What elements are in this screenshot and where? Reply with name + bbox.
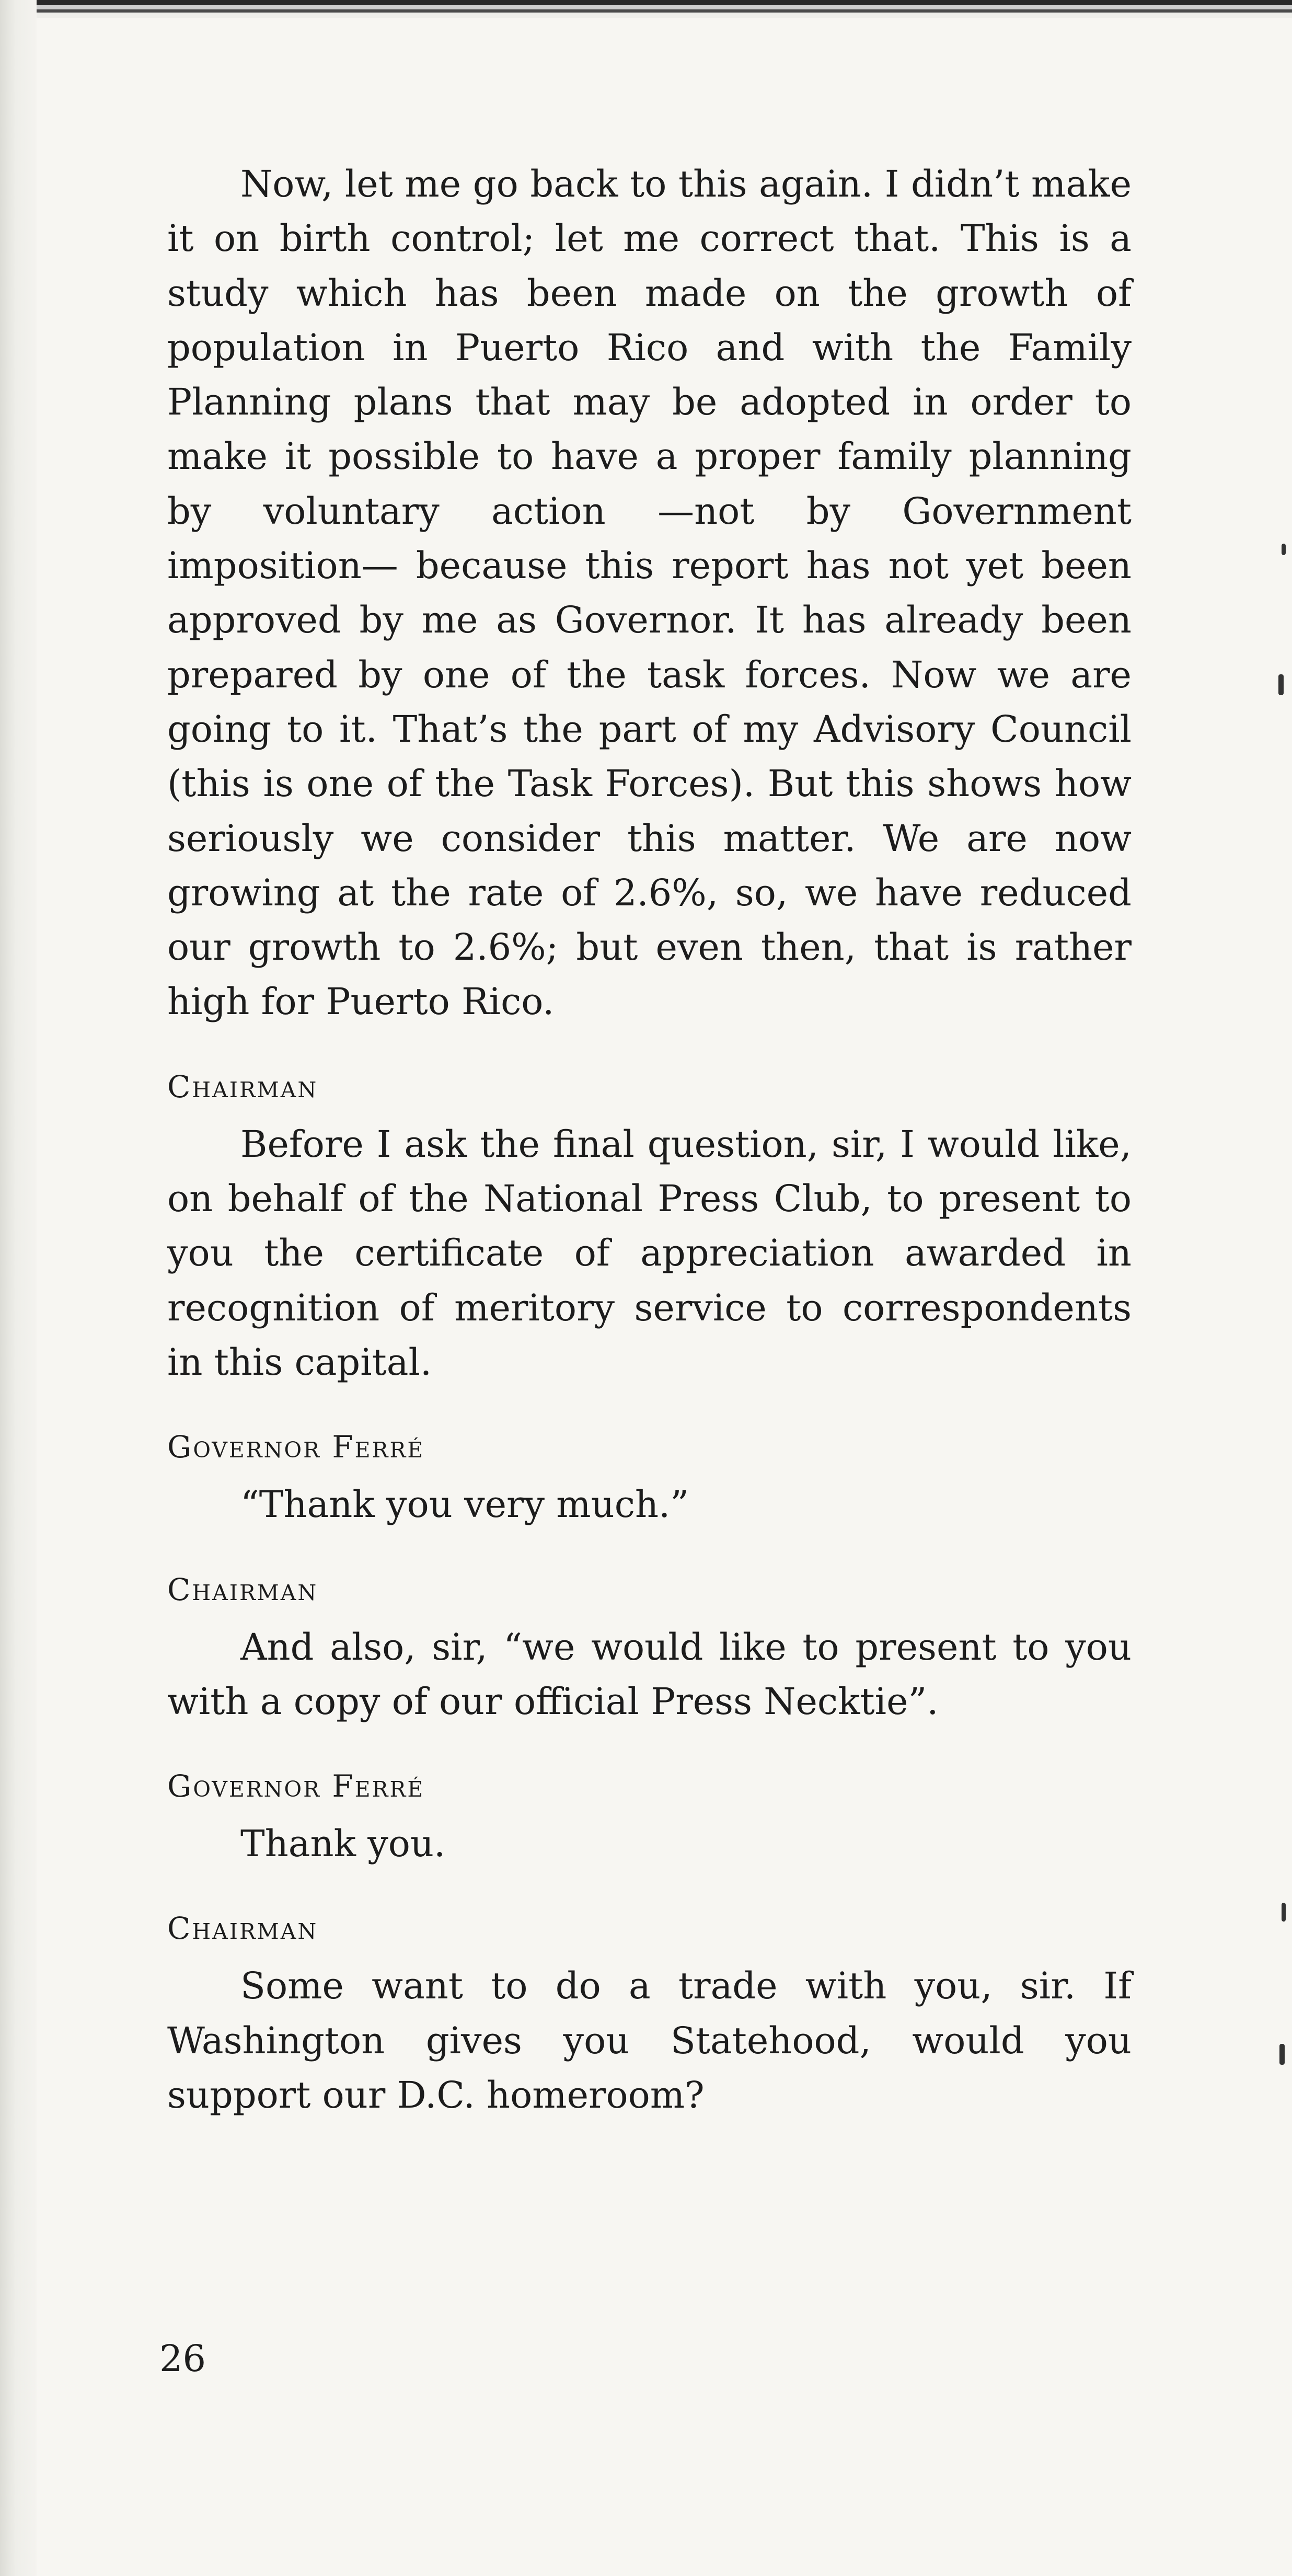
margin-speck	[1278, 674, 1284, 695]
reply-thank-you: Thank you.	[240, 1822, 446, 1866]
speaker-label-chairman: Chairman	[167, 1571, 318, 1607]
speaker-label-governor: Governor Ferré	[167, 1429, 425, 1465]
page-binding-edge	[0, 0, 37, 2576]
paragraph-population-study: Now, let me go back to this again. I didn’t make it on birth control; let me correct that. This is a study which has been made on the growth of population in Puerto Rico and with the Family Planning plans that may be adopted in order to make it possible to have a proper family planning by voluntary action —not by Government imposition— because this report has not yet been approved by me as Governor. It has already been prepared by one of the task forces. Now we are going to it. That’s the part of my Advisory Council (this is one of the Task Forces). But this shows how seriously we consider this matter. We are now growing at the rate of 2.6%, so, we have reduced our growth to 2.6%; but even then, that is rather high for Puerto Rico.	[167, 163, 1132, 1024]
margin-speck	[1282, 1903, 1286, 1922]
page-top-rule	[0, 0, 1292, 18]
margin-speck	[1282, 544, 1286, 555]
page-body	[167, 157, 1132, 2136]
reply-thank-you-very-much: “Thank you very much.”	[240, 1483, 689, 1526]
page-number: 26	[159, 2337, 206, 2380]
speaker-label-chairman: Chairman	[167, 1911, 318, 1947]
speaker-label-governor: Governor Ferré	[167, 1768, 425, 1804]
paragraph-certificate: Before I ask the final question, sir, I would like, on behalf of the National Press Club, to present to you the certificate of appreciation awarded in recognition of meritory service to correspondents in this capital.	[167, 1122, 1132, 1384]
paragraph-statehood-trade: Some want to do a trade with you, sir. If Washington gives you Statehood, would you support our D.C. homeroom?	[167, 1964, 1132, 2117]
speaker-label-chairman: Chairman	[167, 1068, 318, 1105]
margin-speck	[1279, 2044, 1285, 2065]
paragraph-necktie: And also, sir, “we would like to present to you with a copy of our official Press Necktie”.	[167, 1625, 1132, 1723]
